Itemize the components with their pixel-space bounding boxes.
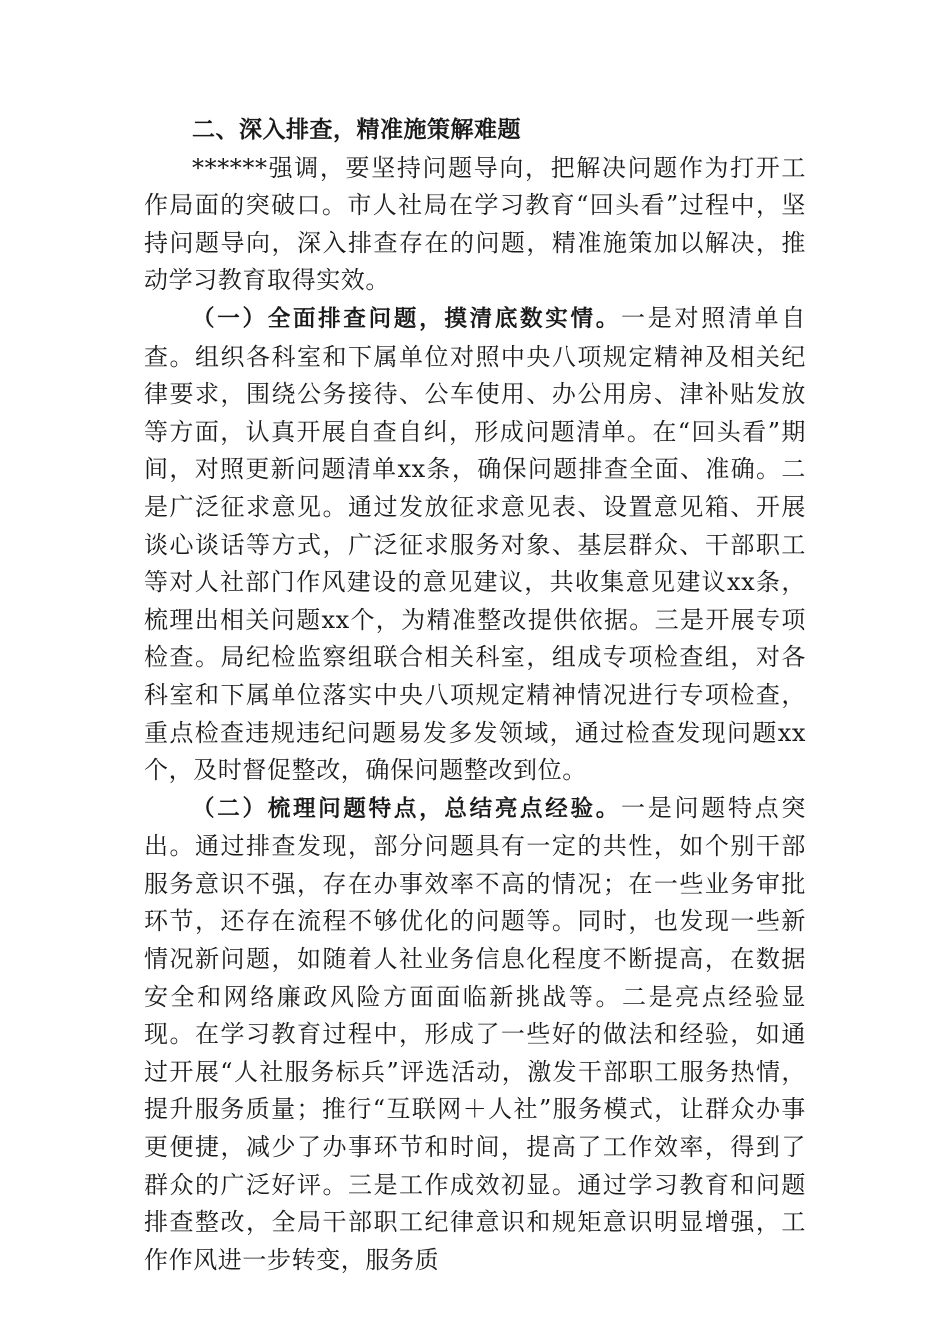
section-2-paragraph: [144, 790, 806, 1280]
intro-paragraph: ******强调，要坚持问题导向，把解决问题作为打开工作局面的突破口。市人社局在学习教育“回头看”过程中，坚持问题导向，深入排查存在的问题，精准施策加以解决，推动学习教育取得实效。: [144, 153, 806, 295]
section-1-lead: （一）全面排查问题，摸清底数实情。: [192, 305, 621, 332]
section-1-body: 一是对照清单自查。组织各科室和下属单位对照中央八项规定精神及相关纪律要求，围绕公务接待、公车使用、办公用房、津补贴发放等方面，认真开展自查自纠，形成问题清单。在“回头看”期间，对照更新问题清单xx条，确保问题排查全面、准确。二是广泛征求意见。通过发放征求意见表、设置意见箱、开展谈心谈话等方式，广泛征求服务对象、基层群众、干部职工等对人社部门作风建设的意见建议，共收集意见建议xx条，梳理出相关问题xx个，为精准整改提供依据。三是开展专项检查。局纪检监察组联合相关科室，组成专项检查组，对各科室和下属单位落实中央八项规定精神情况进行专项检查，重点检查违规违纪问题易发多发领域，通过检查发现问题xx个，及时督促整改，确保问题整改到位。: [144, 303, 807, 785]
document-page: [144, 112, 806, 1279]
section-1-paragraph: [144, 300, 806, 790]
section-heading: 二、深入排查，精准施策解难题: [192, 117, 521, 143]
section-2-body: 一是问题特点突出。通过排查发现，部分问题具有一定的共性，如个别干部服务意识不强，存在办事效率不高的情况；在一些业务审批环节，还存在流程不够优化的问题等。同时，也发现一些新情况新问题，如随着人社业务信息化程度不断提高，在数据安全和网络廉政风险方面面临新挑战等。二是亮点经验显现。在学习教育过程中，形成了一些好的做法和经验，如通过开展“人社服务标兵”评选活动，激发干部职工服务热情，提升服务质量；推行“互联网＋人社”服务模式，让群众办事更便捷，减少了办事环节和时间，提高了工作效率，得到了群众的广泛好评。三是工作成效初显。通过学习教育和问题排查整改，全局干部职工纪律意识和规矩意识明显增强，工作作风进一步转变，服务质: [144, 793, 807, 1274]
section-2-lead: （二）梳理问题特点，总结亮点经验。: [192, 795, 621, 822]
